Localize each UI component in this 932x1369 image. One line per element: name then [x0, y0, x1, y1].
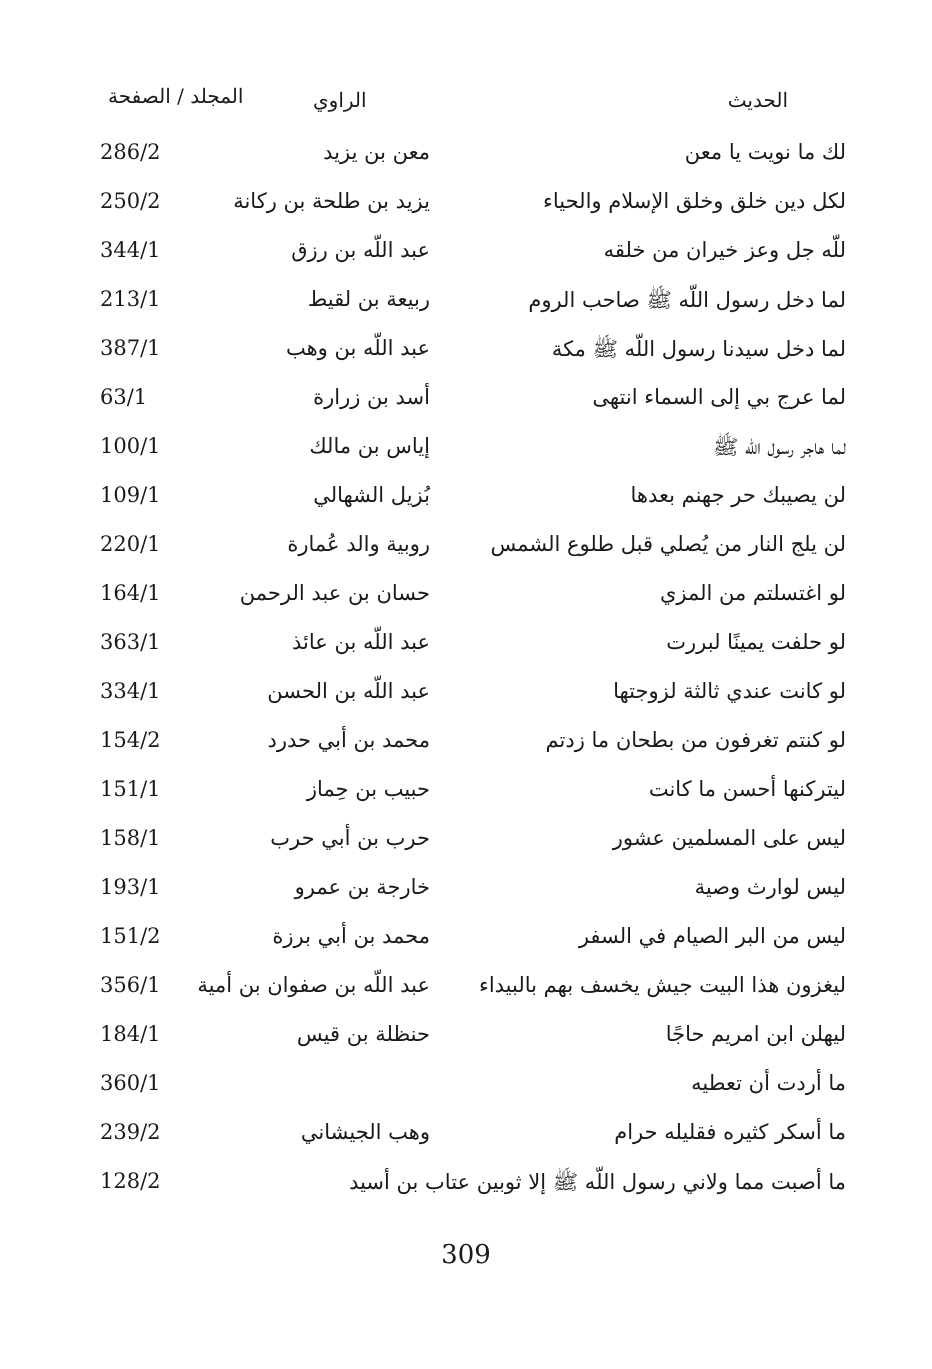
volume-page-ref: 164/1	[100, 581, 161, 605]
hadith-text: لو حلفت يمينًا لبررت	[666, 630, 846, 654]
narrator-name: عبد اللّه بن الحسن	[267, 679, 430, 703]
hadith-index-table	[90, 128, 850, 1206]
narrator-name: يزيد بن طلحة بن ركانة	[233, 189, 430, 213]
volume-page-ref: 239/2	[100, 1120, 161, 1144]
header-narrator: الراوي	[313, 88, 367, 112]
table-row	[90, 422, 850, 471]
volume-page-ref: 184/1	[100, 1022, 161, 1046]
hadith-text: للّه جل وعز خيران من خلقه	[603, 238, 846, 262]
volume-page-ref: 344/1	[100, 238, 161, 262]
hadith-text: ما أسكر كثيره فقليله حرام	[614, 1120, 846, 1144]
hadith-text: لما هاجر رسول اللّه ﷺ	[712, 435, 846, 459]
hadith-text: لما عرج بي إلى السماء انتهى	[592, 385, 846, 409]
volume-page-ref: 363/1	[100, 630, 161, 654]
header-volume-page: المجلد / الصفحة	[108, 84, 244, 108]
narrator-name: عبد اللّه بن وهب	[285, 336, 430, 360]
table-row	[90, 520, 850, 569]
volume-page-ref: 387/1	[100, 336, 161, 360]
volume-page-ref: 193/1	[100, 875, 161, 899]
hadith-text: ليس من البر الصيام في السفر	[578, 924, 846, 948]
table-row	[90, 226, 850, 275]
volume-page-ref: 250/2	[100, 189, 161, 213]
volume-page-ref: 151/2	[100, 924, 161, 948]
volume-page-ref: 128/2	[100, 1169, 161, 1193]
table-row	[90, 814, 850, 863]
volume-page-ref: 154/2	[100, 728, 161, 752]
table-row	[90, 324, 850, 373]
narrator-name: روبية والد عُمارة	[287, 532, 430, 556]
hadith-text: لو كنتم تغرفون من بطحان ما زدتم	[545, 728, 846, 752]
hadith-text: ليتركنها أحسن ما كانت	[648, 777, 846, 801]
table-row	[90, 275, 850, 324]
table-row	[90, 961, 850, 1010]
volume-page-ref: 360/1	[100, 1071, 161, 1095]
hadith-text: لما دخل رسول اللّه ﷺ صاحب الروم	[528, 288, 846, 312]
volume-page-ref: 334/1	[100, 679, 161, 703]
narrator-name: عبد اللّه بن صفوان بن أمية	[197, 973, 430, 997]
table-row	[90, 128, 850, 177]
hadith-text: لن يلج النار من يُصلي قبل طلوع الشمس	[490, 532, 846, 556]
narrator-name: بُزيل الشهالي	[313, 483, 430, 507]
table-row	[90, 765, 850, 814]
table-row	[90, 1059, 850, 1108]
narrator-name: حسان بن عبد الرحمن	[239, 581, 430, 605]
table-row	[90, 1108, 850, 1157]
volume-page-ref: 220/1	[100, 532, 161, 556]
table-row	[90, 618, 850, 667]
volume-page-ref: 286/2	[100, 140, 161, 164]
table-row	[90, 1010, 850, 1059]
volume-page-ref: 213/1	[100, 287, 161, 311]
hadith-text: لما دخل سيدنا رسول اللّه ﷺ مكة	[551, 337, 846, 361]
volume-page-ref: 151/1	[100, 777, 161, 801]
hadith-text: ما أردت أن تعطيه	[691, 1071, 846, 1095]
table-row	[90, 471, 850, 520]
table-row	[90, 716, 850, 765]
narrator-name: ربيعة بن لقيط	[307, 287, 430, 311]
volume-page-ref: 63/1	[100, 385, 148, 409]
narrator-name: معن بن يزيد	[323, 140, 430, 164]
table-row	[90, 1157, 850, 1206]
hadith-text: لو اغتسلتم من المزي	[659, 581, 846, 605]
hadith-text: لكل دين خلق وخلق الإسلام والحياء	[543, 189, 846, 213]
narrator-name: محمد بن أبي برزة	[272, 924, 430, 948]
table-row	[90, 863, 850, 912]
volume-page-ref: 109/1	[100, 483, 161, 507]
header-hadith: الحديث	[727, 88, 788, 112]
narrator-name: خارجة بن عمرو	[294, 875, 430, 899]
volume-page-ref: 100/1	[100, 434, 161, 458]
table-row	[90, 373, 850, 422]
narrator-name: حبيب بن حِماز	[306, 777, 430, 801]
hadith-text: ليهلن ابن امريم حاجًا	[665, 1022, 846, 1046]
hadith-text: لك ما نويت يا معن	[684, 140, 846, 164]
table-row	[90, 569, 850, 618]
narrator-name: أسد بن زرارة	[313, 385, 430, 409]
narrator-name: إياس بن مالك	[309, 434, 430, 458]
narrator-name: حنظلة بن قيس	[296, 1022, 430, 1046]
table-row	[90, 177, 850, 226]
page-number: 309	[441, 1240, 491, 1270]
hadith-text: ليس لوارث وصية	[694, 875, 846, 899]
hadith-text: ليغزون هذا البيت جيش يخسف بهم بالبيداء	[478, 973, 846, 997]
volume-page-ref: 356/1	[100, 973, 161, 997]
table-header	[90, 84, 850, 118]
hadith-text: لو كانت عندي ثالثة لزوجتها	[613, 679, 846, 703]
hadith-text: لن يصيبك حر جهنم بعدها	[630, 483, 846, 507]
hadith-text: ليس على المسلمين عشور	[612, 826, 846, 850]
narrator-name: وهب الجيشاني	[300, 1120, 430, 1144]
narrator-name: محمد بن أبي حدرد	[267, 728, 430, 752]
narrator-name: عبد اللّه بن رزق	[291, 238, 430, 262]
table-row	[90, 667, 850, 716]
hadith-text: ما أصبت مما ولاني رسول اللّه ﷺ إلا ثوبين عتاب بن أسيد	[349, 1170, 846, 1194]
narrator-name: حرب بن أبي حرب	[270, 826, 430, 850]
table-row	[90, 912, 850, 961]
volume-page-ref: 158/1	[100, 826, 161, 850]
narrator-name: عبد اللّه بن عائذ	[292, 630, 430, 654]
